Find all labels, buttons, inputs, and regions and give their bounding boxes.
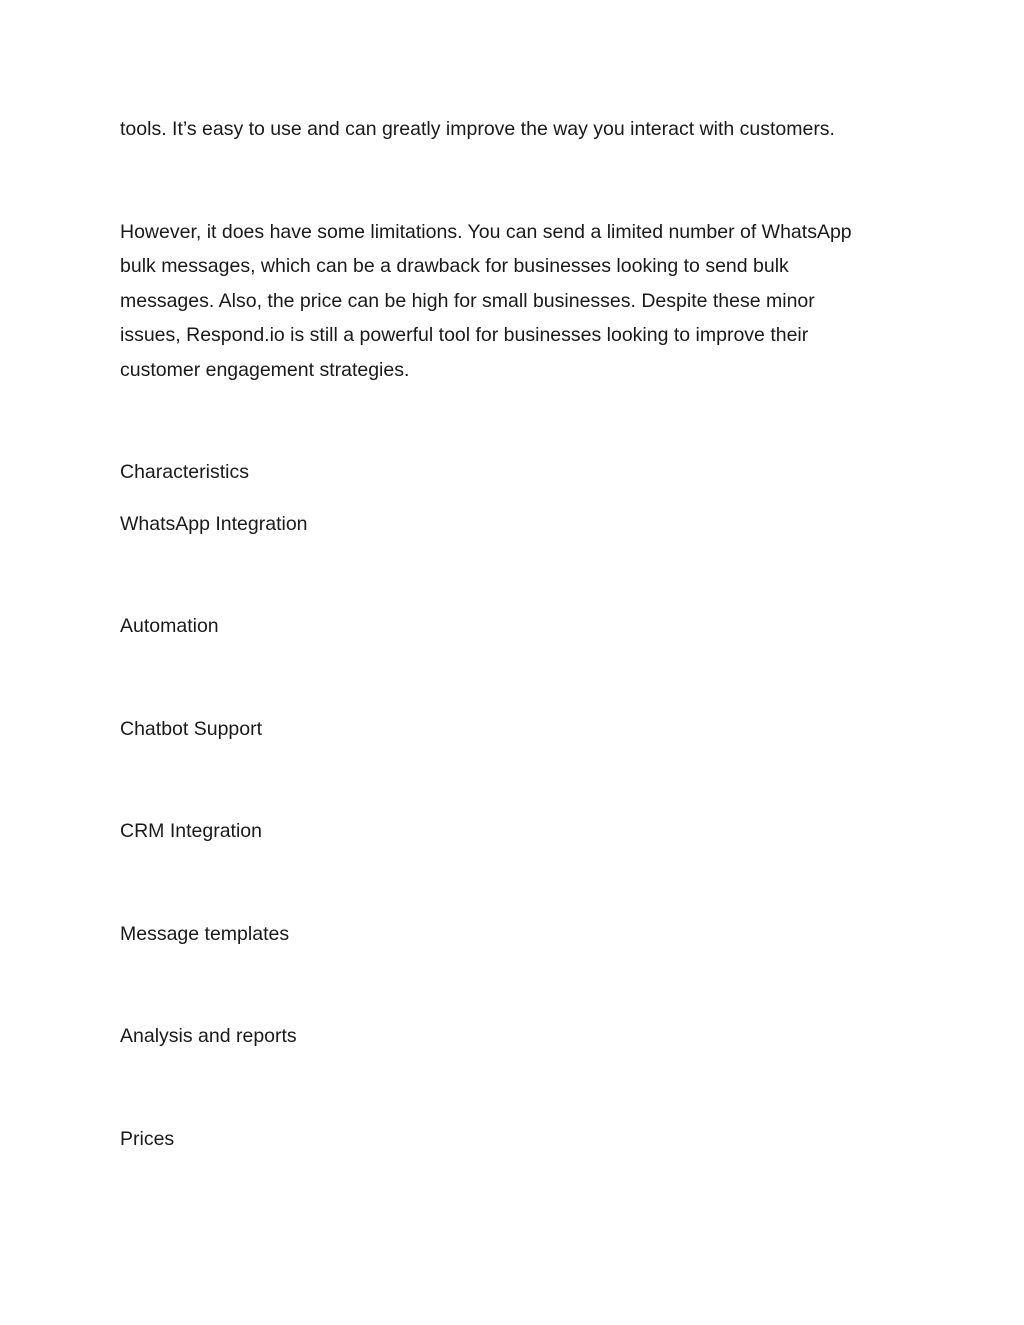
heading-crm-integration: CRM Integration [120,820,262,842]
heading-chatbot-support: Chatbot Support [120,717,263,740]
heading-prices: Prices [120,1127,175,1150]
heading-analysis-and-reports: Analysis and reports [120,1025,297,1047]
paragraph-intro: tools. It’s easy to use and can greatly improve the way you interact with customers. [120,118,835,140]
heading-whatsapp-integration: WhatsApp Integration [120,512,308,535]
heading-characteristics: Characteristics [120,461,249,483]
heading-message-templates: Message templates [120,922,290,945]
paragraph-limitations: However, it does have some limitations. You can send a limited number of WhatsApp bulk messages, which can be a drawback for businesses looking to send bulk messages. Also, the price can be high for small businesses. Despite these minor issues, Respond.io is still a powerful tool for businesses looking to improve their customer engagement strategies. [120,220,852,381]
heading-automation: Automation [120,615,219,637]
